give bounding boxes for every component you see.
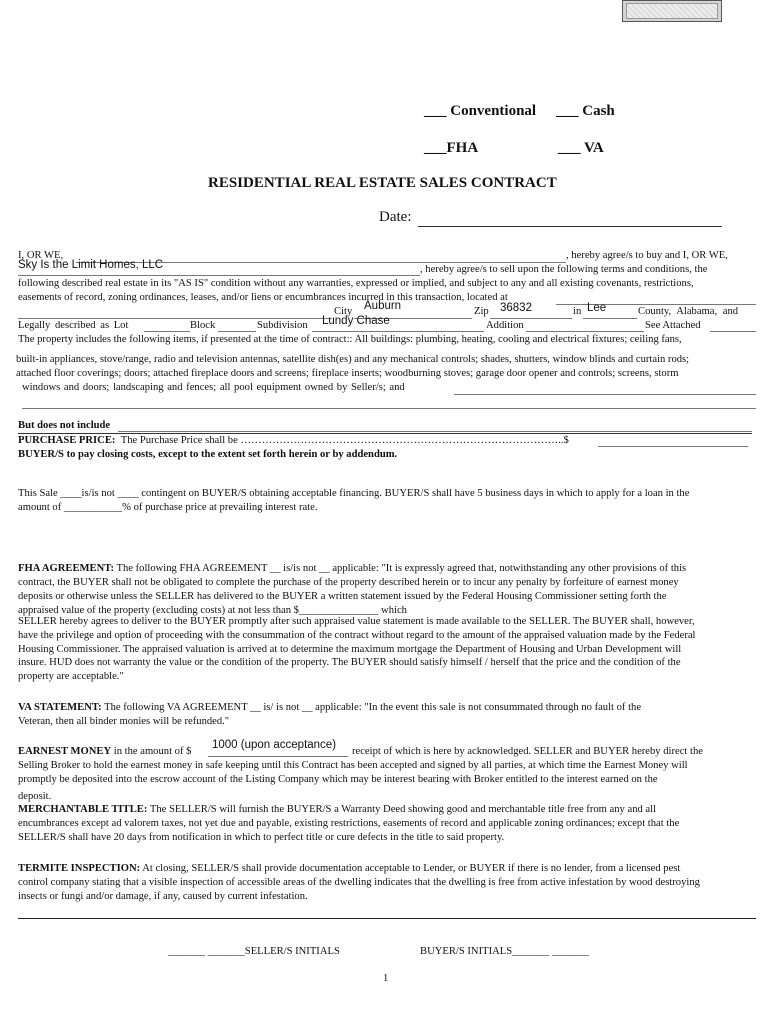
block-input[interactable] [218, 331, 256, 332]
page-number: 1 [383, 973, 389, 984]
earnest-line-4: deposit. [18, 791, 52, 802]
conventional-option[interactable]: ___ Conventional [424, 103, 537, 119]
top-form-field-pattern [626, 3, 718, 19]
earnest-amount-value[interactable]: 1000 (upon acceptance) [212, 739, 337, 751]
top-form-field[interactable] [622, 0, 722, 22]
title-text-1: The SELLER/S will furnish the BUYER/S a Warranty Deed showing good and merchantable title free from any and all [149, 804, 657, 815]
earnest-line-2: Selling Broker to hold the earnest money in safe keeping until this Contract has been accepted and signed by all parties, at which time the Earnest Money will [18, 760, 688, 771]
fha-label: FHA AGREEMENT: [18, 563, 115, 574]
termite-text-1: At closing, SELLER/S shall provide documentation acceptable to Lender, or BUYER if there is no lender, from a licensed pest [142, 863, 681, 874]
fha-line-3: deposits or otherwise unless the SELLER has delivered to the BUYER a written statement issued by the Federal Housing Commissioner setting forth the [18, 591, 667, 602]
address-input[interactable] [556, 304, 756, 305]
city-value[interactable]: Auburn [364, 300, 402, 312]
lot-input[interactable] [144, 331, 190, 332]
county-label: County, Alabama, and [638, 306, 739, 317]
earnest-line-3: promptly be deposited into the escrow account of the Listing Company which may be interest bearing with Broker entitled to the interest earned on the [18, 774, 658, 785]
title-line-2: encumbrances except ad valorem taxes, not yet due and payable, existing restrictions, easements of record and applicable zoning ordinances; except that the [18, 818, 680, 829]
zip-value[interactable]: 36832 [500, 302, 532, 314]
date-label: Date: [379, 209, 412, 225]
earnest-text-1: receipt of which is here by acknowledged. SELLER and BUYER hereby direct the [352, 746, 703, 757]
see-attached-line[interactable] [710, 331, 756, 332]
date-input[interactable] [418, 226, 722, 227]
earnest-amount-line [208, 756, 348, 757]
earnest-amount-prefix: in the amount of $ [113, 746, 192, 757]
fha-option[interactable]: ___FHA [424, 140, 479, 156]
exclusions-rule [18, 433, 752, 434]
title-line-1 [18, 804, 656, 815]
financing-line-2: amount of ___________% of purchase price at prevailing interest rate. [18, 502, 318, 513]
va-line-1 [18, 702, 641, 713]
addition-label: Addition [486, 320, 524, 331]
inclusions-input-1[interactable] [454, 394, 756, 395]
legal-label: Legally described as Lot [18, 320, 129, 331]
termite-label: TERMITE INSPECTION: [18, 863, 141, 874]
buyer-suffix: , hereby agree/s to buy and I, OR WE, [566, 250, 728, 261]
intro-line-4: easements of record, zoning ordinances, leases, and/or liens or encumbrances incurred in this transaction, located at [18, 292, 508, 303]
seller-initials[interactable]: _______ _______SELLER/S INITIALS [168, 946, 340, 957]
zip-label: Zip [474, 306, 489, 317]
va-text-1: The following VA AGREEMENT __ is/ is not __ applicable: "In the event this sale is not consummated through no fault of the [104, 702, 642, 713]
seller-name-line [18, 275, 420, 276]
intro-line-7: The property includes the following items, if presented at the time of contract:: All buildings: plumbing, heating, cooling and electrical fixtures; ceiling fans, [18, 334, 682, 345]
fha-line-5: SELLER hereby agrees to deliver to the BUYER promptly after such appraised value statement is made available to the SELLER. The BUYER shall, however, [18, 616, 695, 627]
in-label: in [573, 306, 582, 317]
fha-line-8: insure. HUD does not warranty the value or the condition of the property. The BUYER should satisfy himself / herself that the price and the condition of the [18, 657, 681, 668]
purchase-price-text: The Purchase Price shall be ………………………………………………………………………………..$ [120, 435, 569, 446]
intro-line-10: windows and doors; landscaping and fences; all pool equipment owned by Seller/s; and [22, 382, 405, 393]
fha-line-6: have the privilege and option of proceeding with the consummation of the contract without regard to the amount of the appraised valuation made by the Federal [18, 630, 696, 641]
fha-line-7: Housing Commissioner. The appraised valuation is arrived at to determine the maximum mortgage the Department of Housing and Urban Development will [18, 644, 682, 655]
fha-line-1 [18, 563, 686, 574]
page-title: RESIDENTIAL REAL ESTATE SALES CONTRACT [208, 175, 557, 191]
va-option[interactable]: ___ VA [558, 140, 604, 156]
termite-line-1 [18, 863, 680, 874]
block-label: Block [190, 320, 216, 331]
va-label: VA STATEMENT: [18, 702, 102, 713]
seller-name-value[interactable]: Sky Is the Limit Homes, LLC [18, 259, 164, 271]
see-attached: See Attached [645, 320, 701, 331]
termite-line-2: control company stating that a visible inspection of accessible areas of the dwelling indicates that the dwelling is free from active infestation by wood destroying [18, 877, 700, 888]
buyer-prefix: I, OR WE, [18, 250, 64, 261]
va-line-2: Veteran, then all binder monies will be refunded." [18, 716, 230, 727]
merchantable-title-label: MERCHANTABLE TITLE: [18, 804, 148, 815]
purchase-price-label: PURCHASE PRICE: [18, 435, 116, 446]
cash-option[interactable]: ___ Cash [556, 103, 615, 119]
fha-line-2: contract, the BUYER shall not be obligated to complete the purchase of the property described herein or to incur any penalty by forfeiture of earnest money [18, 577, 679, 588]
zip-line [490, 318, 572, 319]
inclusions-input-2[interactable] [22, 408, 756, 409]
subdivision-line [312, 331, 484, 332]
exclusions-input[interactable] [118, 431, 752, 432]
fha-line-4: appraised value of the property (excluding costs) at not less than $_______________ which [18, 605, 407, 616]
financing-line-1: This Sale ____is/is not ____ contingent on BUYER/S obtaining acceptable financing. BUYER/S shall have 5 business days in which to apply for a loan in the [18, 488, 690, 499]
city-label: City [334, 306, 353, 317]
intro-line-3: following described real estate in its "AS IS" condition without any warranties, expressed or implied, and subject to any and all existing covenants, restrictions, [18, 278, 694, 289]
subdivision-value[interactable]: Lundy Chase [322, 315, 390, 327]
buyer-initials[interactable]: BUYER/S INITIALS_______ _______ [420, 946, 589, 957]
purchase-price-line [18, 435, 569, 446]
intro-line-8: built-in appliances, stove/range, radio and television antennas, satellite dish(es) and any mechanical controls; shades, shutters, window blinds and curtain rods; [16, 354, 690, 365]
earnest-line-1 [18, 746, 191, 757]
county-line [583, 318, 637, 319]
closing-costs-text: BUYER/S to pay closing costs, except to the extent set forth herein or by addendum. [18, 449, 398, 460]
fha-text-1: The following FHA AGREEMENT __ is/is not __ applicable: "It is expressly agreed that, notwithstanding any other provisions of this [116, 563, 687, 574]
fha-line-9: property are acceptable." [18, 671, 124, 682]
footer-rule [18, 918, 756, 919]
termite-line-3: insects or fungi and/or damage, if any, caused by current infestation. [18, 891, 308, 902]
intro-line-9: attached floor coverings; doors; attached fireplace doors and screens; fireplace inserts; woodburning stoves; garage door opener and controls; screens, storm [16, 368, 679, 379]
purchase-price-input[interactable] [598, 446, 748, 447]
title-line-3: SELLER/S shall have 20 days from notification in which to perfect title or cure defects in the title to said property. [18, 832, 505, 843]
earnest-label: EARNEST MONEY [18, 746, 112, 757]
exclusions-label: But does not include [18, 420, 111, 431]
county-value[interactable]: Lee [587, 302, 607, 314]
subdivision-label: Subdivision [257, 320, 308, 331]
address-line-2[interactable] [18, 318, 332, 319]
addition-input[interactable] [526, 331, 644, 332]
seller-suffix: , hereby agree/s to sell upon the following terms and conditions, the [420, 264, 708, 275]
